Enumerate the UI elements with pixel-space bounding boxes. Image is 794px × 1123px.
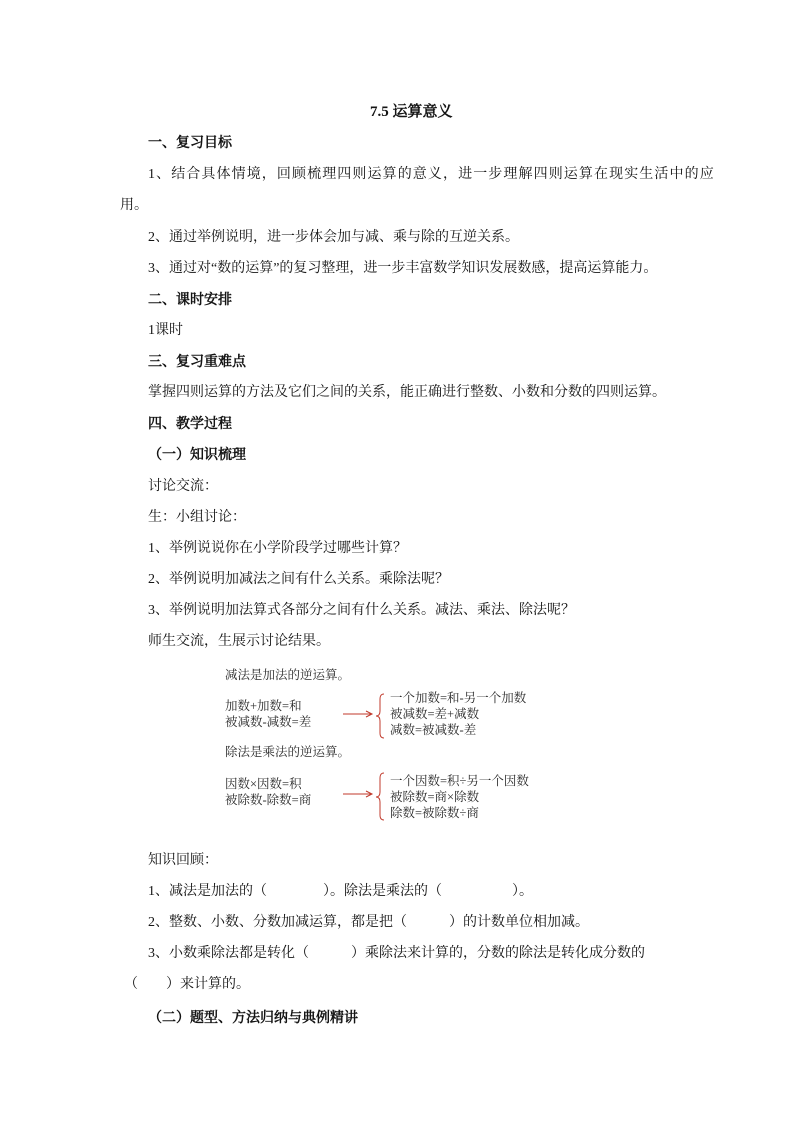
review-question-2: 2、整数、小数、分数加减运算，都是把（ ）的计数单位相加减。 [148, 915, 589, 930]
diagram-right-formula: 一个加数=和-另一个加数 [390, 691, 527, 705]
diagram-right-formula: 一个因数=积÷另一个因数 [390, 774, 529, 788]
diagram-left-formula: 因数×因数=积 [225, 777, 302, 791]
discussion-line: 生：小组讨论： [148, 510, 246, 525]
diagram-right-formula: 除数=被除数÷商 [390, 806, 479, 820]
goal-item-2: 2、通过举例说明，进一步体会加与减、乘与除的互逆关系。 [148, 230, 519, 245]
goal-item-1-line-1: 1、结合具体情境，回顾梳理四则运算的意义，进一步理解四则运算在现实生活中的应 [148, 167, 715, 182]
review-question-3-line-1: 3、小数乘除法都是转化（ ）乘除法来计算的，分数的除法是转化成分数的 [148, 946, 645, 961]
section-heading-process: 四、教学过程 [148, 416, 232, 432]
review-question-1: 1、减法是加法的（ ）。除法是乘法的（ ）。 [148, 884, 533, 899]
arrow-head-mul-div [366, 791, 372, 797]
discussion-line: 3、举例说明加法算式各部分之间有什么关系。减法、乘法、除法呢？ [148, 603, 575, 618]
diagram-left-formula: 加数+加数=和 [225, 699, 302, 713]
diagram-right-formula: 被除数=商×除数 [390, 790, 480, 804]
review-question-3-line-2: （ ）来计算的。 [124, 977, 250, 992]
section-heading-key-points: 三、复习重难点 [148, 354, 246, 370]
schedule-text: 1课时 [148, 323, 183, 338]
section-heading-goals: 一、复习目标 [148, 135, 232, 151]
diagram-caption-add-sub: 减法是加法的逆运算。 [225, 668, 351, 682]
diagram-left-formula: 被减数-减数=差 [225, 715, 312, 729]
diagram-caption-mul-div: 除法是乘法的逆运算。 [225, 745, 351, 759]
discussion-line: 师生交流，生展示讨论结果。 [148, 634, 330, 649]
arrow-head-add-sub [366, 711, 372, 717]
brace-mul-div [376, 773, 384, 820]
brace-add-sub [376, 694, 384, 738]
diagram-right-formula: 减数=被减数-差 [390, 723, 477, 737]
subsection-heading-knowledge: （一）知识梳理 [148, 447, 246, 463]
subsection-heading-examples: （二）题型、方法归纳与典例精讲 [148, 1010, 358, 1026]
page-title: 7.5 运算意义 [370, 104, 453, 120]
goal-item-1-line-2: 用。 [120, 198, 148, 213]
review-heading: 知识回顾： [148, 853, 218, 868]
diagram-left-formula: 被除数-除数=商 [225, 793, 312, 807]
discussion-line: 讨论交流： [148, 479, 218, 494]
section-heading-schedule: 二、课时安排 [148, 292, 232, 308]
key-points-text: 掌握四则运算的方法及它们之间的关系，能正确进行整数、小数和分数的四则运算。 [148, 385, 666, 400]
diagram-right-formula: 被减数=差+减数 [390, 707, 480, 721]
goal-item-3: 3、通过对“数的运算”的复习整理，进一步丰富数学知识发展数感，提高运算能力。 [148, 261, 658, 276]
discussion-line: 2、举例说明加减法之间有什么关系。乘除法呢？ [148, 572, 449, 587]
discussion-line: 1、举例说说你在小学阶段学过哪些计算？ [148, 541, 407, 556]
